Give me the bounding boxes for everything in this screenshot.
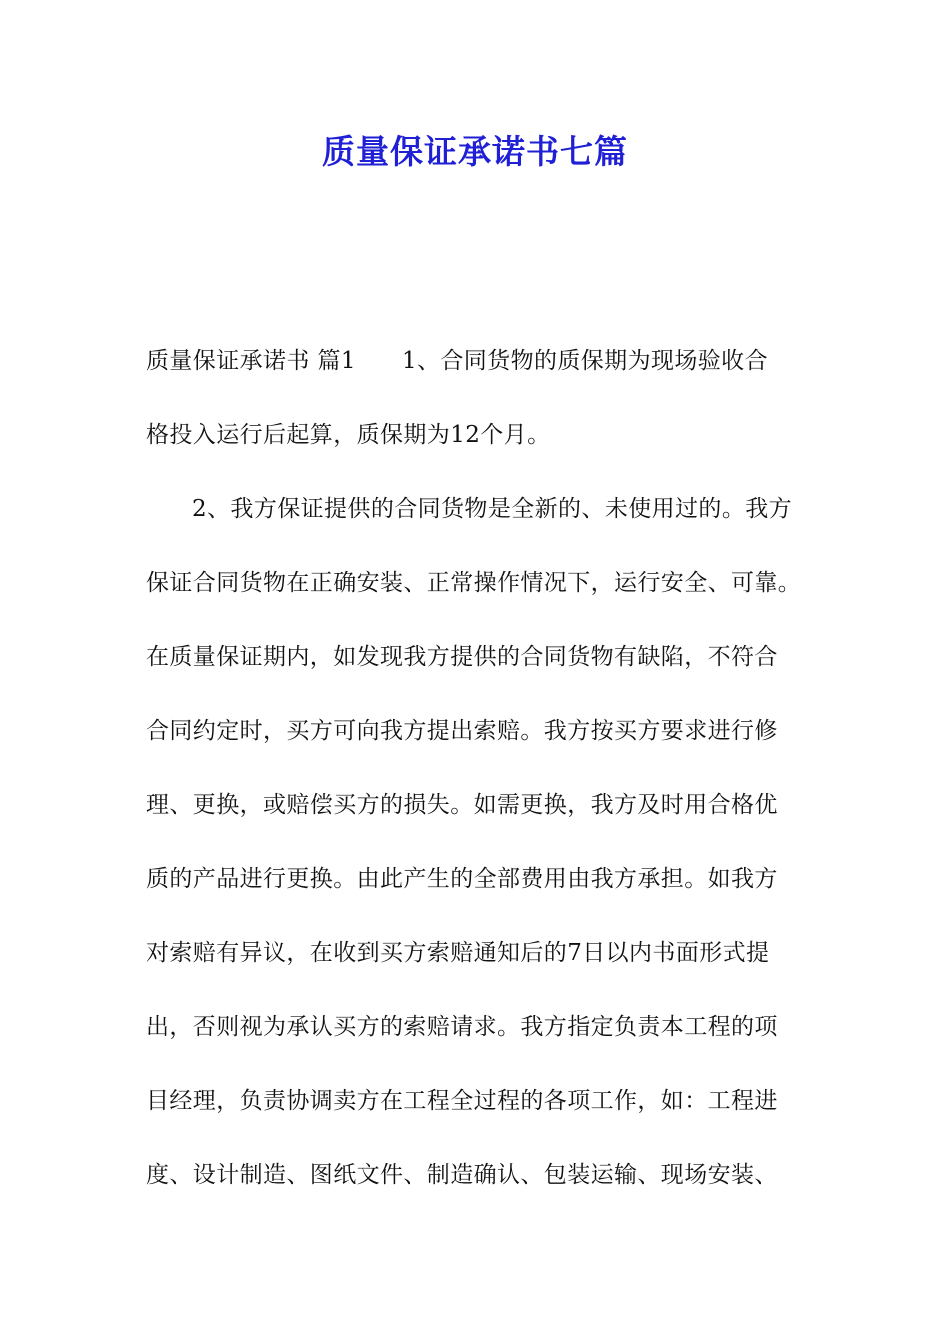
text-line bbox=[146, 337, 836, 411]
text-line: 保证合同货物在正确安装、正常操作情况下，运行安全、可靠。 bbox=[146, 570, 802, 596]
text-line: 出，否则视为承认买方的索赔请求。我方指定负责本工程的项 bbox=[146, 1014, 778, 1040]
document-body bbox=[146, 337, 836, 1225]
text-line: 度、设计制造、图纸文件、制造确认、包装运输、现场安装、 bbox=[146, 1162, 778, 1188]
text-line: 格投入运行后起算，质保期为12个月。 bbox=[146, 422, 551, 448]
document-title: 质量保证承诺书七篇 bbox=[322, 132, 628, 171]
text-line: 目经理，负责协调卖方在工程全过程的各项工作，如：工程进 bbox=[146, 1088, 778, 1114]
text-segment: 1、合同货物的质保期为现场验收合 bbox=[401, 348, 768, 374]
section-heading: 质量保证承诺书 篇1 bbox=[146, 348, 356, 374]
text-line: 对索赔有异议，在收到买方索赔通知后的7日以内书面形式提 bbox=[146, 940, 770, 966]
text-line: 2、我方保证提供的合同货物是全新的、未使用过的。我方 bbox=[192, 496, 793, 522]
text-line: 质的产品进行更换。由此产生的全部费用由我方承担。如我方 bbox=[146, 866, 778, 892]
text-line: 合同约定时，买方可向我方提出索赔。我方按买方要求进行修 bbox=[146, 718, 778, 744]
text-line: 理、更换，或赔偿买方的损失。如需更换，我方及时用合格优 bbox=[146, 792, 778, 818]
text-line: 在质量保证期内，如发现我方提供的合同货物有缺陷，不符合 bbox=[146, 644, 778, 670]
